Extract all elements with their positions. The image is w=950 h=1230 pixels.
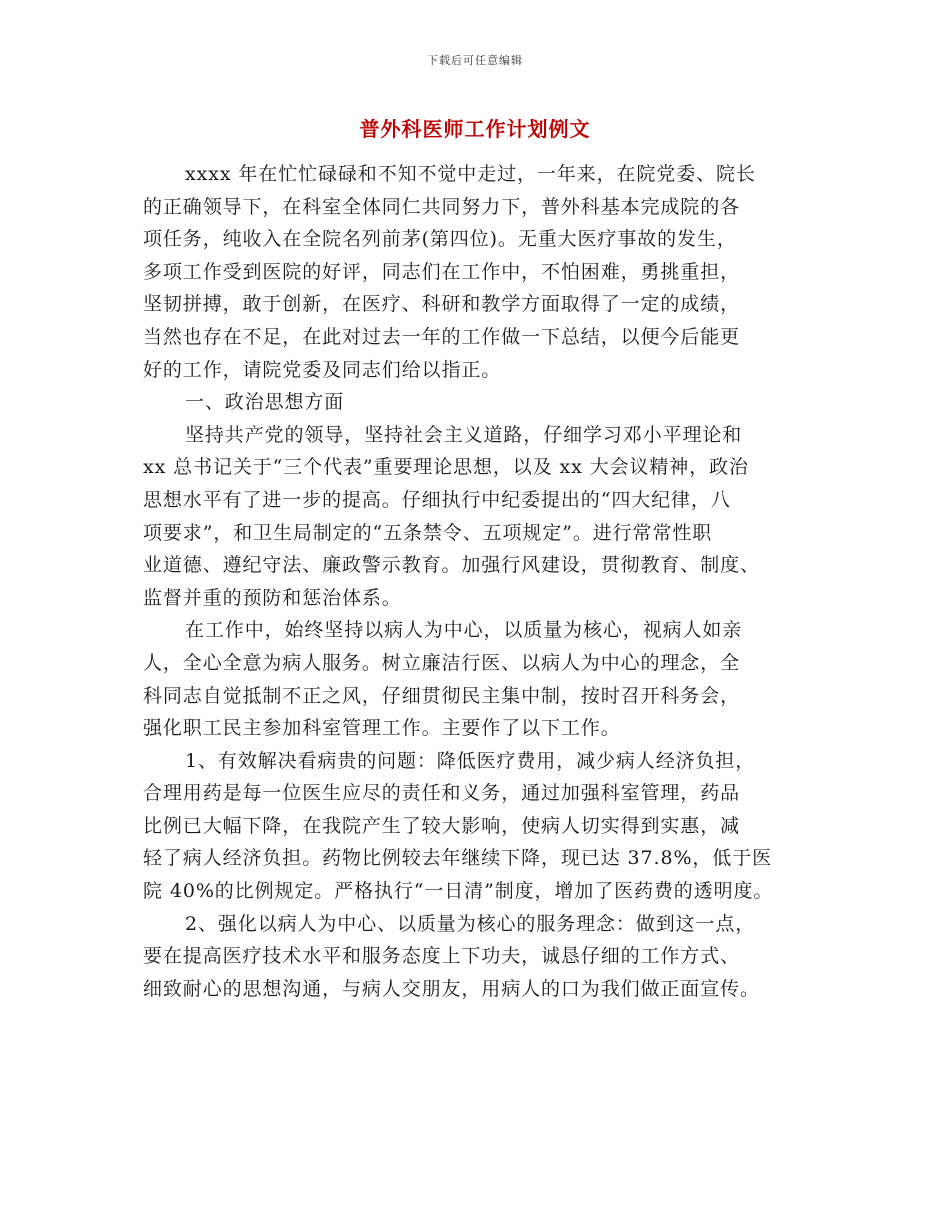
text-line: 比例已大幅下降，在我院产生了较大影响，使病人切实得到实惠，减 xyxy=(143,814,741,837)
text-line: 业道德、遵纪守法、廉政警示教育。加强行风建设，贯彻教育、制度、 xyxy=(143,554,760,577)
text-line: 要在提高医疗技术水平和服务态度上下功夫，诚恳仔细的工作方式、 xyxy=(143,945,741,968)
text-line: 项要求”，和卫生局制定的“五条禁令、五项规定”。进行常常性职 xyxy=(143,521,713,544)
text-line: xx 总书记关于“三个代表”重要理论思想，以及 xx 大会议精神，政治 xyxy=(143,456,749,479)
document-title: 普外科医师工作计划例文 xyxy=(359,117,591,141)
text-line: 好的工作，请院党委及同志们给以指正。 xyxy=(143,358,502,381)
text-line: 当然也存在不足，在此对过去一年的工作做一下总结，以便今后能更 xyxy=(143,325,741,348)
text-line: 科同志自觉抵制不正之风，仔细贯彻民主集中制，按时召开科务会， xyxy=(143,684,741,707)
text-line: 在工作中，始终坚持以病人为中心，以质量为核心，视病人如亲 xyxy=(185,619,743,642)
text-line: 细致耐心的思想沟通，与病人交朋友，用病人的口为我们做正面宣传。 xyxy=(143,977,760,1000)
text-line: 人，全心全意为病人服务。树立廉洁行医、以病人为中心的理念，全 xyxy=(143,651,741,674)
text-line: 项任务，纯收入在全院名列前茅(第四位)。无重大医疗事故的发生， xyxy=(143,228,737,251)
text-line: 坚持共产党的领导，坚持社会主义道路，仔细学习邓小平理论和 xyxy=(185,423,743,446)
document-body xyxy=(143,158,823,1005)
text-line: 1、有效解决看病贵的问题：降低医疗费用，减少病人经济负担， xyxy=(185,749,756,772)
text-line: 合理用药是每一位医生应尽的责任和义务，通过加强科室管理，药品 xyxy=(143,782,741,805)
section-heading: 一、政治思想方面 xyxy=(185,391,345,414)
text-line: 强化职工民主参加科室管理工作。主要作了以下工作。 xyxy=(143,717,621,740)
text-line: 的正确领导下，在科室全体同仁共同努力下，普外科基本完成院的各 xyxy=(143,195,741,218)
text-line: 思想水平有了进一步的提高。仔细执行中纪委提出的“四大纪律，八 xyxy=(143,488,731,511)
text-line: 坚韧拼搏，敢于创新，在医疗、科研和教学方面取得了一定的成绩， xyxy=(143,293,741,316)
header-note: 下载后可任意编辑 xyxy=(427,54,523,67)
text-line: 多项工作受到医院的好评，同志们在工作中，不怕困难，勇挑重担， xyxy=(143,260,741,283)
text-line: 轻了病人经济负担。药物比例较去年继续下降，现已达 37.8%，低于医 xyxy=(143,847,772,870)
text-line: 2、强化以病人为中心、以质量为核心的服务理念：做到这一点， xyxy=(185,912,756,935)
text-line: 院 40%的比例规定。严格执行“一日清”制度，增加了医药费的透明度。 xyxy=(143,880,774,903)
text-line: 监督并重的预防和惩治体系。 xyxy=(143,586,402,609)
text-line: xxxx 年在忙忙碌碌和不知不觉中走过，一年来，在院党委、院长 xyxy=(185,163,756,185)
